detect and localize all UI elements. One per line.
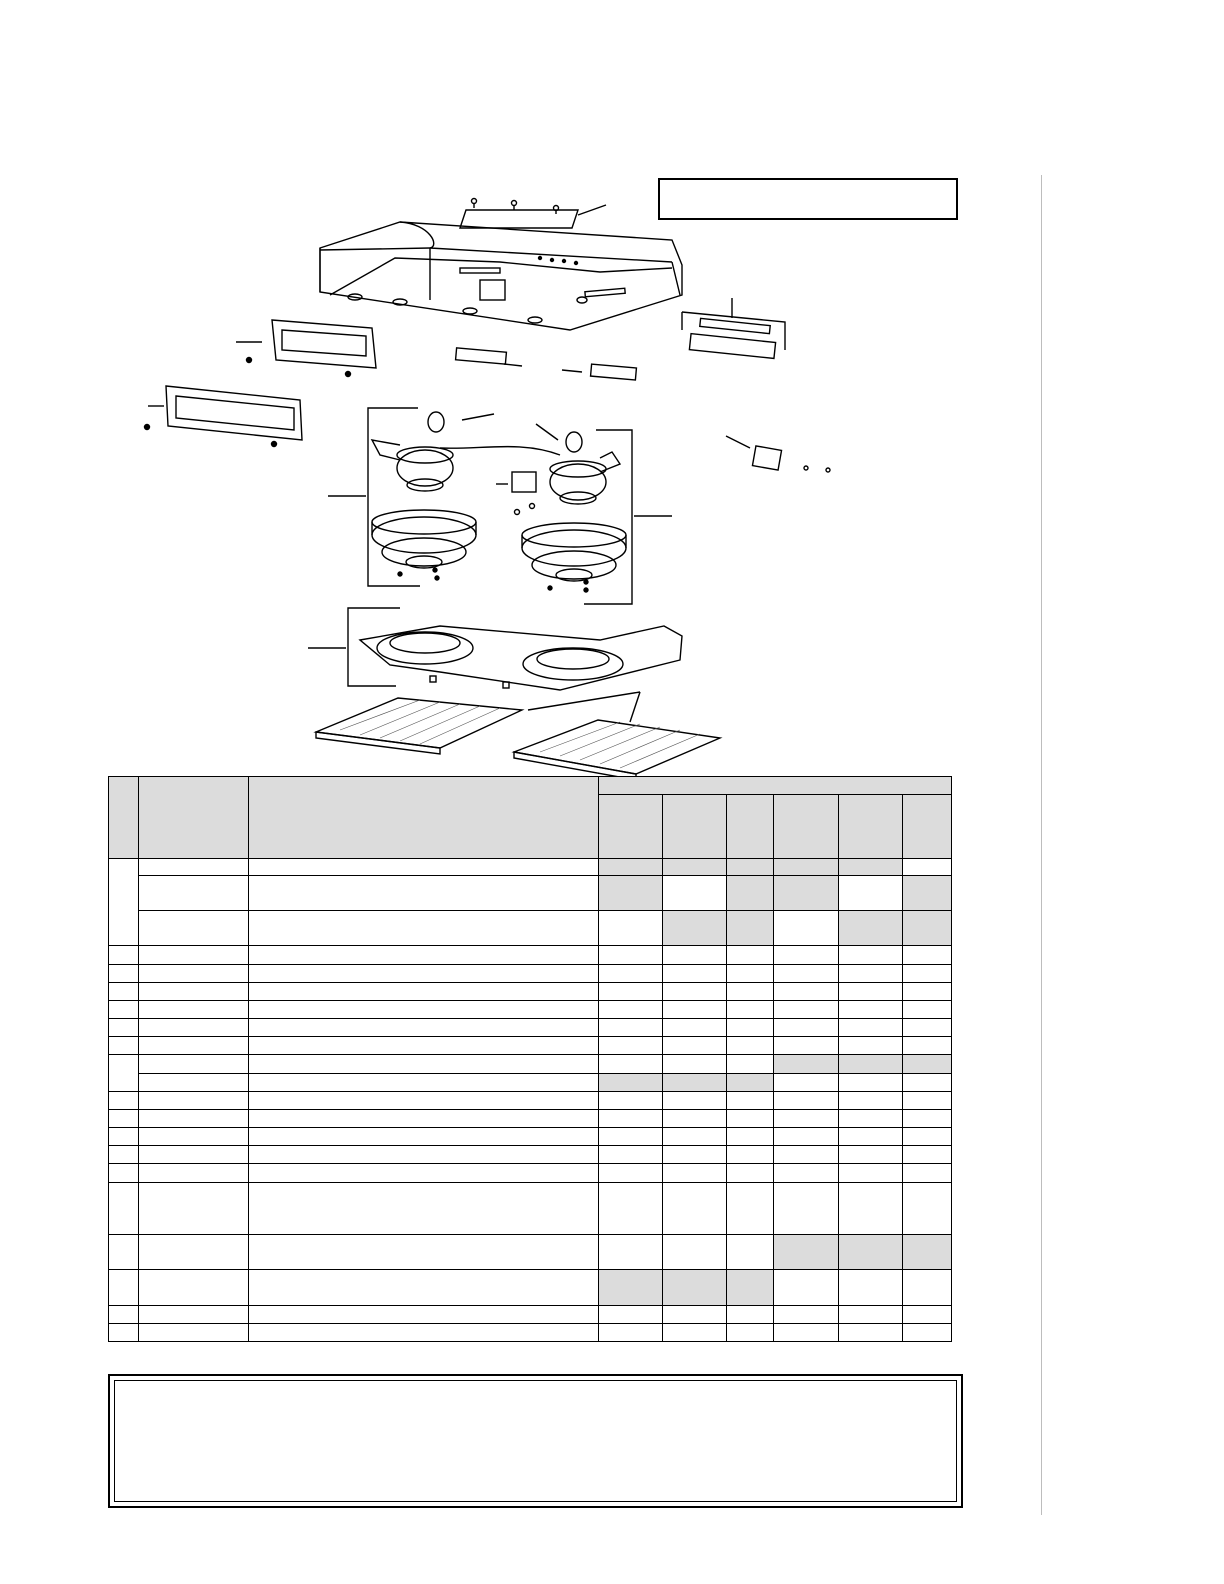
table-row (109, 946, 952, 964)
header-item-no (109, 777, 139, 859)
header-model-5 (839, 795, 903, 859)
table-row (109, 1128, 952, 1146)
desc-cell (249, 875, 599, 910)
table-row (109, 1270, 952, 1305)
part-cell (139, 875, 249, 910)
table-row (109, 1305, 952, 1323)
note-box-inner (114, 1380, 957, 1502)
table-row (109, 1091, 952, 1109)
header-models (599, 777, 952, 795)
light-housing-lower (145, 386, 303, 447)
item-cell (109, 858, 139, 946)
table-row (109, 1164, 952, 1182)
table-row (109, 1000, 952, 1018)
table-row (109, 1146, 952, 1164)
table-row (109, 1037, 952, 1055)
table-row (109, 964, 952, 982)
header-model-3 (727, 795, 774, 859)
table-row (109, 1109, 952, 1127)
parts-list-table (108, 776, 952, 1342)
header-model-2 (663, 795, 727, 859)
light-housing-upper (236, 320, 376, 377)
blower-assembly-left (328, 408, 494, 586)
table-header-row (109, 777, 952, 795)
table-row (109, 982, 952, 1000)
desc-cell (249, 911, 599, 946)
exploded-parts-diagram (0, 0, 1224, 780)
table-row (109, 1182, 952, 1234)
desc-cell (249, 858, 599, 875)
led-modules (456, 348, 637, 380)
part-cell (139, 858, 249, 875)
table-row (109, 1234, 952, 1269)
note-box (108, 1374, 963, 1508)
top-cover-plate (460, 199, 606, 229)
table-row (109, 875, 952, 910)
table-row (109, 1323, 952, 1341)
table-row (109, 858, 952, 875)
header-part-no (139, 777, 249, 859)
part-cell (139, 911, 249, 946)
damper-component (726, 436, 830, 472)
header-model-6 (903, 795, 952, 859)
header-description (249, 777, 599, 859)
control-board (682, 298, 785, 358)
junction-box (440, 447, 560, 515)
table-row (109, 911, 952, 946)
hood-body (320, 222, 682, 330)
table-row (109, 1055, 952, 1073)
grease-filters (316, 692, 720, 780)
table-row (109, 1073, 952, 1091)
header-model-4 (774, 795, 839, 859)
header-model-1 (599, 795, 663, 859)
table-row (109, 1019, 952, 1037)
blower-base-plate (308, 608, 682, 690)
